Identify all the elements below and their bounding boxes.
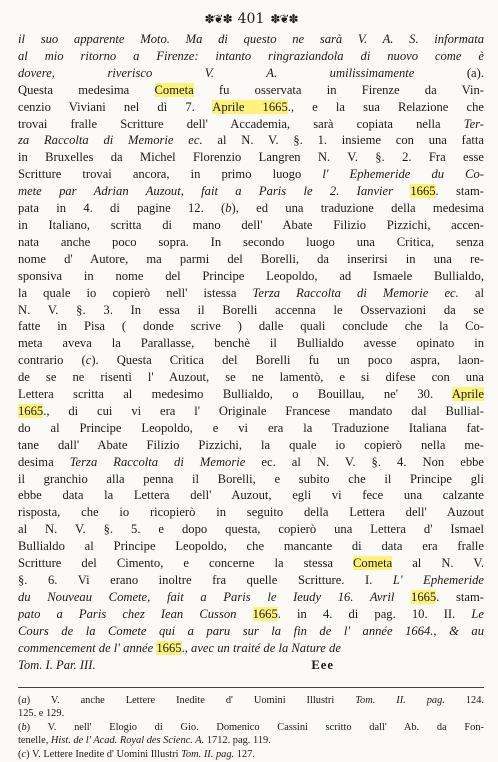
text-segment: in Italiano, scritta di mano dell' Abate Filizio Pizzichi, accen- (18, 217, 484, 232)
text-line (18, 555, 484, 572)
text-segment: Terza Raccolta di Memorie (69, 454, 246, 469)
text-segment: l' Ephemeride du Co- (322, 167, 484, 182)
highlighted-term: 1665 (18, 403, 44, 418)
footnote-line (18, 707, 484, 721)
text-segment: 1712. pag. 119. (204, 735, 271, 747)
text-segment: ) V. anche Lettere Inedite d' Uomini Illustri (26, 694, 356, 706)
text-line (18, 82, 484, 99)
text-segment: ., e la sua Relazione che (287, 99, 484, 114)
text-segment: N. V. §. 3. In essa il Borelli accenna le Osservazioni da se (18, 302, 484, 317)
text-segment: Cours de la Comete qui a paru sur la fin de l' année 1664., & au (18, 623, 484, 638)
text-segment: meta aveva la Parallasse, benchè il Bullialdo avesse opinato in (18, 336, 484, 351)
page-header (18, 8, 484, 30)
text-segment: ec. al N. V. §. 4. Non ebbe (245, 454, 485, 469)
text-line (18, 504, 484, 521)
text-segment: trovai fralle Scritture dell' Accademia, sarà copiata nella (18, 116, 464, 131)
text-line (18, 403, 484, 420)
text-segment: commencement de l' année (18, 640, 157, 655)
text-segment: Le (471, 606, 484, 621)
text-segment: il suo apparente Moto. Ma di questo ne sarà V. A. S. informata (18, 32, 484, 46)
text-line (18, 437, 484, 454)
text-line (18, 200, 484, 217)
text-segment: b (225, 201, 232, 216)
text-segment: pato a Paris chez Iean Cusson (18, 606, 253, 621)
text-segment: al (458, 285, 484, 300)
text-line (18, 48, 484, 65)
text-line (18, 31, 484, 48)
text-segment: Terza Raccolta di Memorie ec. (252, 285, 459, 300)
ornament-left-icon: ✽❦✽ (204, 12, 232, 26)
text-line (18, 369, 484, 386)
text-segment: Scritture trovai ancora, in primo luogo (18, 167, 323, 182)
text-line (18, 318, 484, 335)
text-segment: la quale io copierò nell' istessa (18, 285, 253, 300)
text-segment: ., (181, 640, 192, 655)
text-segment: pata in 4. di pagine 12. ( (18, 201, 226, 216)
text-segment: . stam- (435, 184, 484, 199)
highlighted-term: 1665 (410, 184, 436, 199)
text-segment: ebbe data la Lettera dell' Auzout, egli vi fece una calzante (18, 488, 484, 503)
text-line (18, 589, 484, 606)
text-line (18, 335, 484, 352)
text-line (18, 99, 484, 116)
text-segment: fu osservata in Firenze da Vin- (193, 82, 484, 97)
text-segment: nome d' Autore, ma parmi del Borelli, da inserirsi in una re- (18, 251, 484, 266)
text-segment: . stam- (436, 589, 484, 604)
text-segment: in Bruxelles da Michel Florenzio Langren N. V. §. 2. Fra esse (18, 150, 484, 165)
text-line (18, 352, 484, 369)
text-line (18, 521, 484, 538)
text-segment: do al Principe Leopoldo, e vi era la Traduzione Italiana fat- (18, 420, 484, 435)
text-segment: sponsiva in nome del Principe Leopoldo, ad Ismaele Bullialdo, (18, 268, 484, 283)
text-segment: de se ne risentì l' Auzout, se ne lamentò, e si difese con una (18, 370, 484, 385)
text-line (18, 454, 484, 471)
footnote-line (18, 694, 484, 708)
text-line (18, 116, 484, 133)
text-segment: ( (18, 721, 22, 733)
text-segment: ). Questa Critica del Borelli fu un poco aspra, laon- (91, 353, 484, 368)
gathering-mark: Eee (311, 657, 334, 672)
text-segment: tenelle, (18, 735, 51, 747)
text-segment: 125. e 129. (18, 708, 65, 720)
text-segment: du Nouveau Comete, fait a Paris le Ieudy 16. Avril (18, 589, 412, 604)
text-line (18, 65, 484, 82)
text-segment: L' Ephemeride (392, 573, 485, 587)
highlighted-term: 1665 (156, 640, 182, 655)
text-segment: al N. V. §. 5. e dopo questa, copierò una Lettera d' Ismael (18, 522, 484, 537)
text-line (18, 606, 484, 623)
text-line (18, 251, 484, 268)
text-line (18, 420, 484, 437)
text-segment: (a). (414, 65, 484, 80)
highlighted-term: Aprile (451, 387, 484, 402)
text-segment: §. 6. Vi erano inoltre fra quelle Scritture. I. (18, 573, 393, 587)
text-segment: Scritture del Cimento, e concerne la stessa (18, 556, 353, 571)
text-segment: contrario ( (18, 353, 86, 368)
text-line (18, 132, 484, 149)
text-line (18, 149, 484, 166)
text-segment: al mio ritorno a Firenze: intanto ringraziandola di nuovo come è (18, 48, 484, 63)
text-segment: Ter- (463, 116, 484, 131)
text-segment: 124. (444, 694, 484, 706)
text-segment: 127. (234, 748, 255, 760)
highlighted-term: 1665 (411, 589, 437, 604)
text-segment: c (85, 353, 92, 368)
text-line (18, 572, 484, 589)
text-line (18, 302, 484, 319)
highlighted-term: Cometa (154, 82, 194, 97)
text-line (18, 471, 484, 488)
text-segment: ., di cui vi era l' Originale Francese mandato dal Bullial- (43, 403, 484, 418)
footnote-line (18, 748, 484, 762)
highlighted-term: 1665 (252, 606, 278, 621)
text-segment: al N. V. §. 1. insieme con una fatta (202, 133, 485, 148)
text-line (18, 538, 484, 555)
text-segment: c (21, 748, 27, 760)
footnote-rule (18, 687, 484, 688)
page-number: 401 (237, 11, 265, 27)
text-line (18, 640, 484, 657)
text-segment: ( (18, 694, 22, 706)
text-segment: Tom. II. pag. (355, 694, 445, 706)
text-line (18, 386, 484, 403)
text-line (18, 623, 484, 640)
text-line (18, 285, 484, 302)
text-segment: Hist. de l' Acad. Royal des Scienc. A. (50, 735, 205, 747)
text-segment: . in 4. di pag. 10. II. (277, 606, 472, 621)
text-segment: dovere, riverisco V. A. umilissimamente (18, 65, 415, 80)
footnotes (18, 694, 484, 762)
text-segment: nata anche poco sopra. In secondo luogo una Critica, senza (18, 234, 484, 249)
text-segment: ) V. nell' Elogio di Gio. Domenico Cassini scritto dall' Ab. da Fon- (26, 721, 484, 733)
text-line (18, 268, 484, 285)
footnote-line (18, 734, 484, 748)
text-line (18, 166, 484, 183)
text-segment: a (21, 694, 27, 706)
footnote-line (18, 721, 484, 735)
text-segment: Tom. II. pag. (181, 748, 235, 760)
text-segment: fatte in Pisa ( donde scrive ) dalle quali conclude che la Co- (18, 319, 484, 334)
text-segment: Lettera scritta al medesimo Bullialdo, o Bouillau, ne' 30. (18, 387, 452, 402)
main-text (18, 31, 484, 657)
ornament-right-icon: ✽❦✽ (270, 12, 298, 26)
text-segment: Questa medesima (18, 82, 155, 97)
text-segment: mete par Adrian Auzout, fait a Paris le 2. Ianvier (18, 184, 411, 199)
signature-line (18, 658, 484, 673)
text-segment: ) V. Lettere Inedite d' Uomini Illustri (26, 748, 182, 760)
text-segment: al N. V. (392, 556, 484, 571)
text-line (18, 234, 484, 251)
text-segment: il granchio alla penna il Borelli, e subito che il Principe gli (18, 471, 484, 486)
volume-signature: Tom. I. Par. III. (18, 657, 96, 672)
text-line (18, 487, 484, 504)
text-line (18, 183, 484, 200)
text-segment: ), ed una traduzione della medesima (231, 201, 484, 216)
text-segment: desima (18, 454, 70, 469)
text-segment: cenzio Viviani nel dì 7. (18, 99, 213, 114)
text-segment: risposta, che io ricopierò in seguito della Lettera dell' Auzout (18, 505, 484, 520)
text-line (18, 217, 484, 234)
text-segment: Bullialdo al Principe Leopoldo, che mancante di data era fralle (18, 539, 484, 554)
text-segment: tane dall' Abate Filizio Pizzichi, la quale io copierò nella me- (18, 437, 484, 452)
text-segment: za Raccolta di Memorie ec. (18, 133, 203, 148)
highlighted-term: Aprile 1665 (212, 99, 288, 114)
text-segment: ( (18, 748, 22, 760)
text-segment: avec un traité de la Nature de (191, 640, 341, 655)
text-segment: b (21, 721, 27, 733)
highlighted-term: Cometa (353, 556, 393, 571)
